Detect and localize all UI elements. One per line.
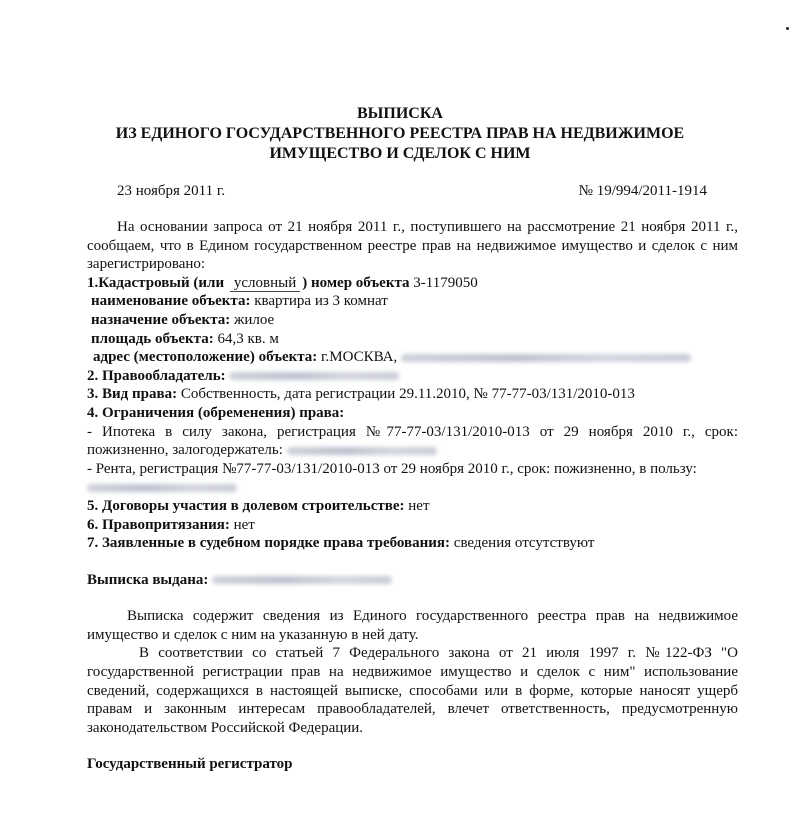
contracts-row: [87, 497, 738, 516]
object-address-label: адрес (местоположение) объекта:: [93, 349, 318, 366]
cadastral-value: 3-1179050: [413, 274, 478, 291]
court-value: сведения отсутствуют: [453, 535, 595, 552]
spacer: [87, 737, 738, 755]
note-paragraph-1: Выписка содержит сведения из Единого государственного реестра прав на недвижимое имущество и сделок с ним на указанную в ней дату.: [87, 608, 738, 643]
title-line-3: ИМУЩЕСТВО И СДЕЛОК С НИМ: [269, 145, 531, 162]
object-area-label: площадь объекта:: [91, 330, 214, 347]
right-value: Собственность, дата регистрации 29.11.2010, № 77-77-03/131/2010-013: [180, 386, 635, 403]
redacted-issued-to: [212, 576, 392, 584]
object-name-value: квартира из 3 комнат: [254, 293, 388, 310]
contracts-label: 5. Договоры участия в долевом строительстве:: [87, 497, 405, 514]
holder-row: [87, 367, 738, 386]
redacted-rent-beneficiary: [87, 484, 237, 492]
object-address-row: [87, 348, 738, 367]
issued-row: [87, 571, 738, 590]
registrar-row: [87, 755, 738, 774]
document-title: [60, 104, 740, 164]
redacted-address: [401, 354, 691, 362]
note-paragraph-2: В соответствии со статьей 7 Федерального закона от 21 июля 1997 г. №122-ФЗ "О государственной регистрации прав на недвижимое имущество и сделок с ним" использование сведений, содержащихся в настоящей выписке, способами или в форме, которые наносят ущерб правам и законным интересам правообладателей, влечет ответственность, предусмотренную законодательством Российской Федерации.: [87, 645, 738, 736]
title-line-2: ИЗ ЕДИНОГО ГОСУДАРСТВЕННОГО РЕЕСТРА ПРАВ НА НЕДВИЖИМОЕ: [115, 125, 685, 142]
issue-date: 23 ноября 2011 г.: [117, 183, 226, 199]
right-label: 3. Вид права:: [87, 386, 178, 403]
claims-value: нет: [233, 516, 255, 533]
document-number: № 19/994/2011-1914: [578, 183, 707, 199]
spacer: [87, 553, 738, 571]
object-purpose-value: жилое: [234, 311, 275, 328]
mortgage-paragraph: [87, 423, 738, 460]
document-body: [87, 218, 738, 774]
right-row: [87, 385, 738, 404]
intro-paragraph: На основании запроса от 21 ноября 2011 г., поступившего на рассмотрение 21 ноября 2011 г., сообщаем, что в Едином государственном реестре прав на недвижимое имущество и сделок с ним зарегистрировано:: [87, 219, 738, 273]
spacer: [87, 589, 738, 607]
object-purpose-row: [87, 311, 738, 330]
holder-label: 2. Правообладатель:: [87, 367, 226, 384]
redacted-holder: [229, 372, 399, 380]
restrictions-label: 4. Ограничения (обременения) права:: [87, 404, 345, 421]
redacted-mortgagee: [287, 447, 437, 455]
rent-text: - Рента, регистрация №77-77-03/131/2010-013 от 29 ноября 2010 г., срок: пожизненно, в пользу:: [87, 460, 697, 477]
court-row: [87, 534, 738, 553]
corner-dot: [786, 27, 789, 30]
cadastral-label-1: 1.Кадастровый (или: [87, 274, 225, 291]
claims-label: 6. Правопритязания:: [87, 516, 230, 533]
rent-paragraph: [87, 460, 738, 497]
object-area-value: 64,3 кв. м: [217, 330, 279, 347]
mortgage-text: - Ипотека в силу закона, регистрация №77-77-03/131/2010-013 от 29 ноября 2010 г., срок: пожизненно, залогодержатель:: [87, 423, 738, 459]
claims-row: [87, 516, 738, 535]
object-address-value: г.МОСКВА,: [321, 349, 398, 366]
object-area-row: [87, 330, 738, 349]
object-name-row: [87, 292, 738, 311]
court-label: 7. Заявленные в судебном порядке права требования:: [87, 535, 451, 552]
registrar-label: Государственный регистратор: [87, 756, 293, 773]
object-purpose-label: назначение объекта:: [91, 311, 231, 328]
restrictions-row: [87, 404, 738, 423]
cadastral-label-2: условный: [230, 276, 300, 292]
object-name-label: наименование объекта:: [91, 293, 251, 310]
date-number-row: [117, 182, 707, 201]
cadastral-label-3: ) номер объекта: [302, 274, 410, 291]
contracts-value: нет: [408, 497, 430, 514]
issued-label: Выписка выдана:: [87, 571, 209, 588]
title-line-1: ВЫПИСКА: [357, 105, 443, 122]
cadastral-row: [87, 274, 738, 293]
